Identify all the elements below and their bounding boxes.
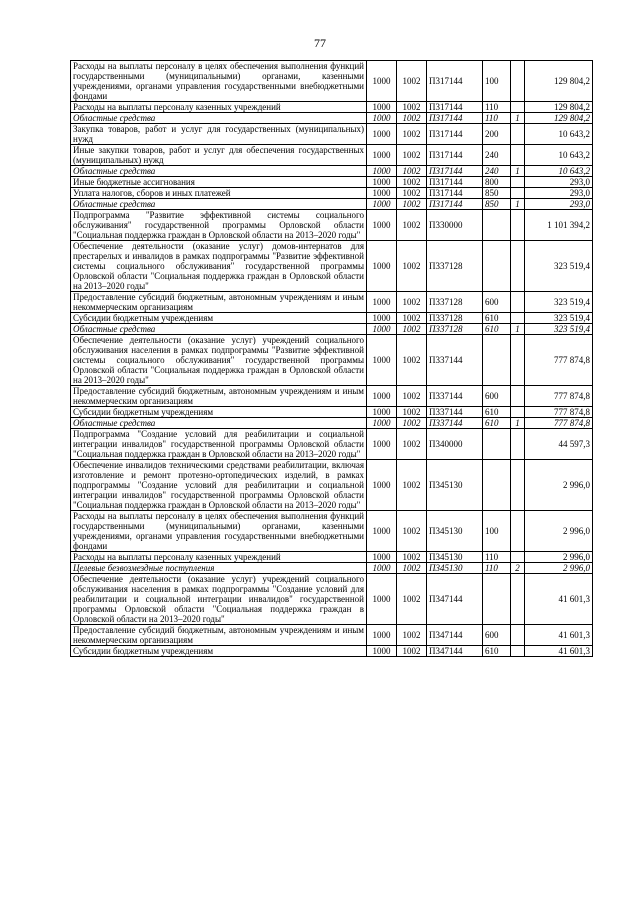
row-funding-source xyxy=(511,210,525,241)
row-section-code: 1000 xyxy=(367,460,397,511)
row-expense-type xyxy=(483,429,511,460)
row-funding-source xyxy=(511,460,525,511)
row-section-code: 1000 xyxy=(367,113,397,124)
table-row xyxy=(71,625,593,646)
row-funding-source xyxy=(511,177,525,188)
row-target-article: П317144 xyxy=(427,124,483,145)
row-expense-type xyxy=(483,210,511,241)
row-amount: 777 874,8 xyxy=(525,418,593,429)
row-funding-source xyxy=(511,61,525,102)
row-amount: 44 597,3 xyxy=(525,429,593,460)
row-subsection-code: 1002 xyxy=(397,625,427,646)
row-target-article: П347144 xyxy=(427,574,483,625)
row-funding-source xyxy=(511,552,525,563)
row-section-code: 1000 xyxy=(367,292,397,313)
row-section-code: 1000 xyxy=(367,386,397,407)
row-amount: 129 804,2 xyxy=(525,113,593,124)
row-expense-type: 240 xyxy=(483,166,511,177)
row-subsection-code: 1002 xyxy=(397,386,427,407)
row-subsection-code: 1002 xyxy=(397,429,427,460)
budget-table-body xyxy=(71,61,593,657)
row-description: Иные бюджетные ассигнования xyxy=(71,177,367,188)
row-section-code: 1000 xyxy=(367,324,397,335)
row-subsection-code: 1002 xyxy=(397,574,427,625)
row-section-code: 1000 xyxy=(367,61,397,102)
table-row xyxy=(71,102,593,113)
row-amount: 323 519,4 xyxy=(525,241,593,292)
row-funding-source: 2 xyxy=(511,563,525,574)
row-subsection-code: 1002 xyxy=(397,563,427,574)
row-funding-source: 1 xyxy=(511,324,525,335)
row-subsection-code: 1002 xyxy=(397,646,427,657)
row-description: Уплата налогов, сборов и иных платежей xyxy=(71,188,367,199)
row-funding-source xyxy=(511,124,525,145)
row-expense-type: 600 xyxy=(483,386,511,407)
row-section-code: 1000 xyxy=(367,418,397,429)
table-row xyxy=(71,292,593,313)
row-funding-source xyxy=(511,313,525,324)
row-funding-source xyxy=(511,335,525,386)
row-funding-source: 1 xyxy=(511,418,525,429)
table-row xyxy=(71,563,593,574)
row-description: Предоставление субсидий бюджетным, автономным учреждениям и иным некоммерческим организациям xyxy=(71,292,367,313)
row-subsection-code: 1002 xyxy=(397,199,427,210)
row-funding-source xyxy=(511,145,525,166)
page-number: 77 xyxy=(314,36,326,50)
row-description: Обеспечение деятельности (оказание услуг) учреждений социального обслуживания населения в рамках подпрограммы "Создание условий для реабилитации и социальной интеграции инвалидов" государственной программы Орловской области "Социальная поддержка граждан в Орловской области на 2013–2020 годы" xyxy=(71,574,367,625)
row-description: Обеспечение деятельности (оказание услуг) учреждений социального обслуживания населения в рамках подпрограммы "Развитие эффективной системы социального обслуживания" государственной программы Орловской области "Социальная поддержка граждан в Орловской области на 2013–2020 годы" xyxy=(71,335,367,386)
row-description: Областные средства xyxy=(71,166,367,177)
row-amount: 323 519,4 xyxy=(525,324,593,335)
row-description: Областные средства xyxy=(71,199,367,210)
row-description: Предоставление субсидий бюджетным, автономным учреждениям и иным некоммерческим организациям xyxy=(71,386,367,407)
row-amount: 1 101 394,2 xyxy=(525,210,593,241)
row-subsection-code: 1002 xyxy=(397,241,427,292)
row-amount: 10 643,2 xyxy=(525,124,593,145)
table-row xyxy=(71,188,593,199)
row-description: Расходы на выплаты персоналу казенных учреждений xyxy=(71,102,367,113)
table-row xyxy=(71,313,593,324)
row-amount: 2 996,0 xyxy=(525,511,593,552)
row-section-code: 1000 xyxy=(367,188,397,199)
row-description: Подпрограмма "Развитие эффективной системы социального обслуживания" государственной программы Орловской области "Социальная поддержка граждан в Орловской области на 2013–2020 годы" xyxy=(71,210,367,241)
row-expense-type: 200 xyxy=(483,124,511,145)
table-row xyxy=(71,646,593,657)
row-section-code: 1000 xyxy=(367,563,397,574)
row-section-code: 1000 xyxy=(367,102,397,113)
table-row xyxy=(71,124,593,145)
table-row xyxy=(71,199,593,210)
row-target-article: П330000 xyxy=(427,210,483,241)
row-description: Областные средства xyxy=(71,324,367,335)
row-expense-type: 110 xyxy=(483,563,511,574)
row-amount: 129 804,2 xyxy=(525,61,593,102)
row-funding-source xyxy=(511,386,525,407)
table-row xyxy=(71,386,593,407)
table-row xyxy=(71,241,593,292)
row-section-code: 1000 xyxy=(367,552,397,563)
row-description: Областные средства xyxy=(71,113,367,124)
row-funding-source xyxy=(511,188,525,199)
row-expense-type xyxy=(483,335,511,386)
row-section-code: 1000 xyxy=(367,574,397,625)
table-row xyxy=(71,166,593,177)
row-amount: 777 874,8 xyxy=(525,386,593,407)
row-expense-type: 610 xyxy=(483,313,511,324)
table-row xyxy=(71,407,593,418)
row-target-article: П317144 xyxy=(427,188,483,199)
row-target-article: П337144 xyxy=(427,335,483,386)
row-funding-source xyxy=(511,407,525,418)
row-target-article: П337128 xyxy=(427,241,483,292)
row-amount: 10 643,2 xyxy=(525,166,593,177)
row-funding-source xyxy=(511,625,525,646)
row-funding-source: 1 xyxy=(511,166,525,177)
row-target-article: П317144 xyxy=(427,102,483,113)
table-row xyxy=(71,145,593,166)
row-amount: 41 601,3 xyxy=(525,574,593,625)
row-expense-type: 610 xyxy=(483,407,511,418)
row-section-code: 1000 xyxy=(367,241,397,292)
row-expense-type xyxy=(483,460,511,511)
row-target-article: П345130 xyxy=(427,460,483,511)
row-section-code: 1000 xyxy=(367,177,397,188)
row-target-article: П317144 xyxy=(427,61,483,102)
row-subsection-code: 1002 xyxy=(397,511,427,552)
row-description: Областные средства xyxy=(71,418,367,429)
row-subsection-code: 1002 xyxy=(397,407,427,418)
row-description: Субсидии бюджетным учреждениям xyxy=(71,646,367,657)
row-section-code: 1000 xyxy=(367,145,397,166)
row-section-code: 1000 xyxy=(367,313,397,324)
row-expense-type: 610 xyxy=(483,324,511,335)
row-subsection-code: 1002 xyxy=(397,145,427,166)
row-expense-type: 110 xyxy=(483,113,511,124)
row-amount: 323 519,4 xyxy=(525,313,593,324)
row-subsection-code: 1002 xyxy=(397,335,427,386)
row-funding-source xyxy=(511,102,525,113)
table-row xyxy=(71,61,593,102)
row-amount: 41 601,3 xyxy=(525,625,593,646)
row-subsection-code: 1002 xyxy=(397,102,427,113)
row-funding-source: 1 xyxy=(511,113,525,124)
row-amount: 2 996,0 xyxy=(525,563,593,574)
row-subsection-code: 1002 xyxy=(397,166,427,177)
row-funding-source xyxy=(511,646,525,657)
row-target-article: П337128 xyxy=(427,292,483,313)
row-expense-type: 100 xyxy=(483,61,511,102)
row-funding-source xyxy=(511,429,525,460)
row-target-article: П337144 xyxy=(427,418,483,429)
row-amount: 129 804,2 xyxy=(525,102,593,113)
table-row xyxy=(71,460,593,511)
row-amount: 777 874,8 xyxy=(525,407,593,418)
row-expense-type: 100 xyxy=(483,511,511,552)
table-row xyxy=(71,574,593,625)
row-target-article: П317144 xyxy=(427,166,483,177)
row-amount: 777 874,8 xyxy=(525,335,593,386)
table-row xyxy=(71,429,593,460)
row-section-code: 1000 xyxy=(367,625,397,646)
row-description: Закупка товаров, работ и услуг для государственных (муниципальных) нужд xyxy=(71,124,367,145)
row-expense-type: 610 xyxy=(483,418,511,429)
row-target-article: П317144 xyxy=(427,113,483,124)
row-target-article: П317144 xyxy=(427,145,483,166)
row-subsection-code: 1002 xyxy=(397,292,427,313)
budget-table xyxy=(70,60,593,657)
row-description: Подпрограмма "Создание условий для реабилитации и социальной интеграции инвалидов" государственной программы Орловской области "Социальная поддержка граждан в Орловской области на 2013–2020 годы" xyxy=(71,429,367,460)
row-expense-type: 110 xyxy=(483,552,511,563)
row-section-code: 1000 xyxy=(367,407,397,418)
row-funding-source xyxy=(511,574,525,625)
row-expense-type xyxy=(483,241,511,292)
row-target-article: П347144 xyxy=(427,625,483,646)
row-amount: 293,0 xyxy=(525,199,593,210)
row-expense-type: 850 xyxy=(483,188,511,199)
row-target-article: П337144 xyxy=(427,386,483,407)
table-row xyxy=(71,335,593,386)
row-description: Субсидии бюджетным учреждениям xyxy=(71,407,367,418)
row-section-code: 1000 xyxy=(367,511,397,552)
table-row xyxy=(71,552,593,563)
row-section-code: 1000 xyxy=(367,429,397,460)
row-subsection-code: 1002 xyxy=(397,124,427,145)
row-description: Обеспечение деятельности (оказание услуг) домов-интернатов для престарелых и инвалидов в рамках подпрограммы "Развитие эффективной системы социального обслуживания" государственной программы Орловской области "Социальная поддержка граждан в Орловской области на 2013–2020 годы" xyxy=(71,241,367,292)
row-funding-source xyxy=(511,292,525,313)
row-section-code: 1000 xyxy=(367,210,397,241)
row-section-code: 1000 xyxy=(367,199,397,210)
row-description: Предоставление субсидий бюджетным, автономным учреждениям и иным некоммерческим организациям xyxy=(71,625,367,646)
row-description: Расходы на выплаты персоналу казенных учреждений xyxy=(71,552,367,563)
row-amount: 2 996,0 xyxy=(525,552,593,563)
row-description: Расходы на выплаты персоналу в целях обеспечения выполнения функций государственными (муниципальными) органами, казенными учреждениями, органами управления государственными внебюджетными фондами xyxy=(71,61,367,102)
row-funding-source: 1 xyxy=(511,199,525,210)
row-section-code: 1000 xyxy=(367,646,397,657)
table-row xyxy=(71,113,593,124)
row-expense-type: 110 xyxy=(483,102,511,113)
row-subsection-code: 1002 xyxy=(397,61,427,102)
row-expense-type: 600 xyxy=(483,292,511,313)
row-expense-type: 610 xyxy=(483,646,511,657)
table-row xyxy=(71,418,593,429)
row-amount: 323 519,4 xyxy=(525,292,593,313)
table-row xyxy=(71,511,593,552)
row-expense-type: 600 xyxy=(483,625,511,646)
row-description: Расходы на выплаты персоналу в целях обеспечения выполнения функций государственными (муниципальными) органами, казенными учреждениями, органами управления государственными внебюджетными фондами xyxy=(71,511,367,552)
row-amount: 293,0 xyxy=(525,188,593,199)
row-subsection-code: 1002 xyxy=(397,460,427,511)
row-target-article: П347144 xyxy=(427,646,483,657)
row-target-article: П345130 xyxy=(427,563,483,574)
row-description: Субсидии бюджетным учреждениям xyxy=(71,313,367,324)
row-section-code: 1000 xyxy=(367,124,397,145)
row-amount: 41 601,3 xyxy=(525,646,593,657)
row-subsection-code: 1002 xyxy=(397,324,427,335)
table-row xyxy=(71,177,593,188)
row-target-article: П337128 xyxy=(427,313,483,324)
row-subsection-code: 1002 xyxy=(397,552,427,563)
table-row xyxy=(71,324,593,335)
row-target-article: П345130 xyxy=(427,552,483,563)
row-description: Иные закупки товаров, работ и услуг для обеспечения государственных (муниципальных) нужд xyxy=(71,145,367,166)
row-description: Обеспечение инвалидов техническими средствами реабилитации, включая изготовление и ремонт протезно-ортопедических изделий, в рамках подпрограммы "Создание условий для реабилитации и социальной интеграции инвалидов" государственной программы Орловской области "Социальная поддержка граждан в Орловской области на 2013–2020 годы" xyxy=(71,460,367,511)
row-target-article: П340000 xyxy=(427,429,483,460)
row-subsection-code: 1002 xyxy=(397,113,427,124)
row-target-article: П337128 xyxy=(427,324,483,335)
row-expense-type xyxy=(483,574,511,625)
row-description: Целевые безвозмездные поступления xyxy=(71,563,367,574)
row-expense-type: 800 xyxy=(483,177,511,188)
row-subsection-code: 1002 xyxy=(397,418,427,429)
row-target-article: П317144 xyxy=(427,199,483,210)
row-subsection-code: 1002 xyxy=(397,177,427,188)
row-amount: 293,0 xyxy=(525,177,593,188)
row-amount: 2 996,0 xyxy=(525,460,593,511)
row-target-article: П337144 xyxy=(427,407,483,418)
row-section-code: 1000 xyxy=(367,335,397,386)
table-row xyxy=(71,210,593,241)
row-section-code: 1000 xyxy=(367,166,397,177)
row-target-article: П317144 xyxy=(427,177,483,188)
row-subsection-code: 1002 xyxy=(397,210,427,241)
row-expense-type: 850 xyxy=(483,199,511,210)
row-expense-type: 240 xyxy=(483,145,511,166)
row-subsection-code: 1002 xyxy=(397,313,427,324)
row-subsection-code: 1002 xyxy=(397,188,427,199)
row-target-article: П345130 xyxy=(427,511,483,552)
row-amount: 10 643,2 xyxy=(525,145,593,166)
row-funding-source xyxy=(511,511,525,552)
row-funding-source xyxy=(511,241,525,292)
